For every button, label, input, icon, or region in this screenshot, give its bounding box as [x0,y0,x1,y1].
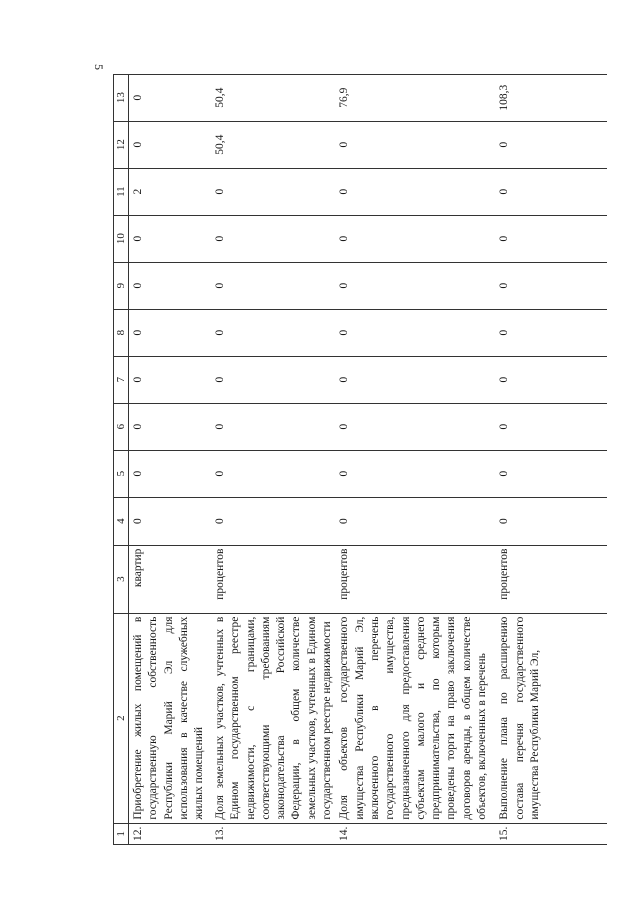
table-row [211,74,335,844]
column-header: 10 [114,215,129,262]
column-header: 11 [114,168,129,215]
value-cell: 0 [335,403,495,450]
value-cell: 0 [335,121,495,168]
indicator-name: Выполнение плана по расширению состава перечня государственного имущества Республики Марий Эл, [495,613,607,823]
value-cell: 0 [129,262,212,309]
value-cell: 0 [335,309,495,356]
unit-cell: процентов [335,545,495,613]
value-cell: 0 [495,497,607,545]
column-header: 5 [114,450,129,497]
column-header: 1 [114,823,129,844]
value-cell: 108,3 [495,74,607,121]
value-cell: 50,4 [211,74,335,121]
value-cell: 0 [211,215,335,262]
value-cell: 0 [129,497,212,545]
row-number: 14. [335,823,495,844]
column-header: 3 [114,545,129,613]
indicator-name: Доля объектов государственного имущества Республики Марий Эл, включенного в перечень государственного имущества, предназначенного для предоставления субъектам малого и среднего предпринимательства, по которым проведены торги на право заключения договоров аренды, в общем количестве объектов, включенных в перечень [335,613,495,823]
unit-cell: процентов [211,545,335,613]
value-cell: 0 [335,262,495,309]
value-cell: 0 [495,309,607,356]
value-cell: 0 [495,262,607,309]
value-cell: 76,9 [335,74,495,121]
value-cell: 0 [335,168,495,215]
value-cell: 0 [129,450,212,497]
row-number: 15. [495,823,607,844]
value-cell: 0 [495,215,607,262]
value-cell: 0 [335,450,495,497]
value-cell: 0 [129,309,212,356]
column-header: 2 [114,613,129,823]
value-cell: 0 [211,356,335,403]
table-row [335,74,495,844]
page-number: 5 [92,64,106,70]
header-row [114,74,129,844]
value-cell: 0 [211,497,335,545]
column-header: 8 [114,309,129,356]
unit-cell: процентов [495,545,607,613]
indicator-name: Доля земельных участков, учтенных в Едином государственном реестре недвижимости, с границами, соответствующими требованиям законодательства Российской Федерации, в общем количестве земельных участков, учтенных в Едином государственном реестре недвижимости [211,613,335,823]
value-cell: 0 [335,215,495,262]
column-header: 9 [114,262,129,309]
row-number: 13. [211,823,335,844]
unit-cell: квартир [129,545,212,613]
value-cell: 0 [335,356,495,403]
value-cell: 0 [211,309,335,356]
column-header: 6 [114,403,129,450]
table-row [495,74,607,844]
column-header: 12 [114,121,129,168]
value-cell: 0 [335,497,495,545]
indicator-name: Приобретение жилых помещений в государственную собственность Республики Марий Эл для использования в качестве служебных жилых помещений [129,613,212,823]
value-cell: 0 [129,74,212,121]
value-cell: 0 [211,403,335,450]
column-header: 13 [114,74,129,121]
indicators-table [113,74,607,845]
column-header: 7 [114,356,129,403]
value-cell: 0 [495,121,607,168]
row-number: 12. [129,823,212,844]
table-row [129,74,212,844]
value-cell: 0 [129,121,212,168]
rotated-table-container [113,65,618,845]
value-cell: 0 [211,262,335,309]
value-cell: 0 [495,356,607,403]
value-cell: 0 [495,168,607,215]
column-header: 4 [114,497,129,545]
value-cell: 50,4 [211,121,335,168]
value-cell: 0 [211,450,335,497]
value-cell: 0 [129,403,212,450]
value-cell: 0 [129,356,212,403]
value-cell: 0 [129,215,212,262]
value-cell: 0 [495,403,607,450]
value-cell: 0 [211,168,335,215]
value-cell: 0 [495,450,607,497]
value-cell: 2 [129,168,212,215]
